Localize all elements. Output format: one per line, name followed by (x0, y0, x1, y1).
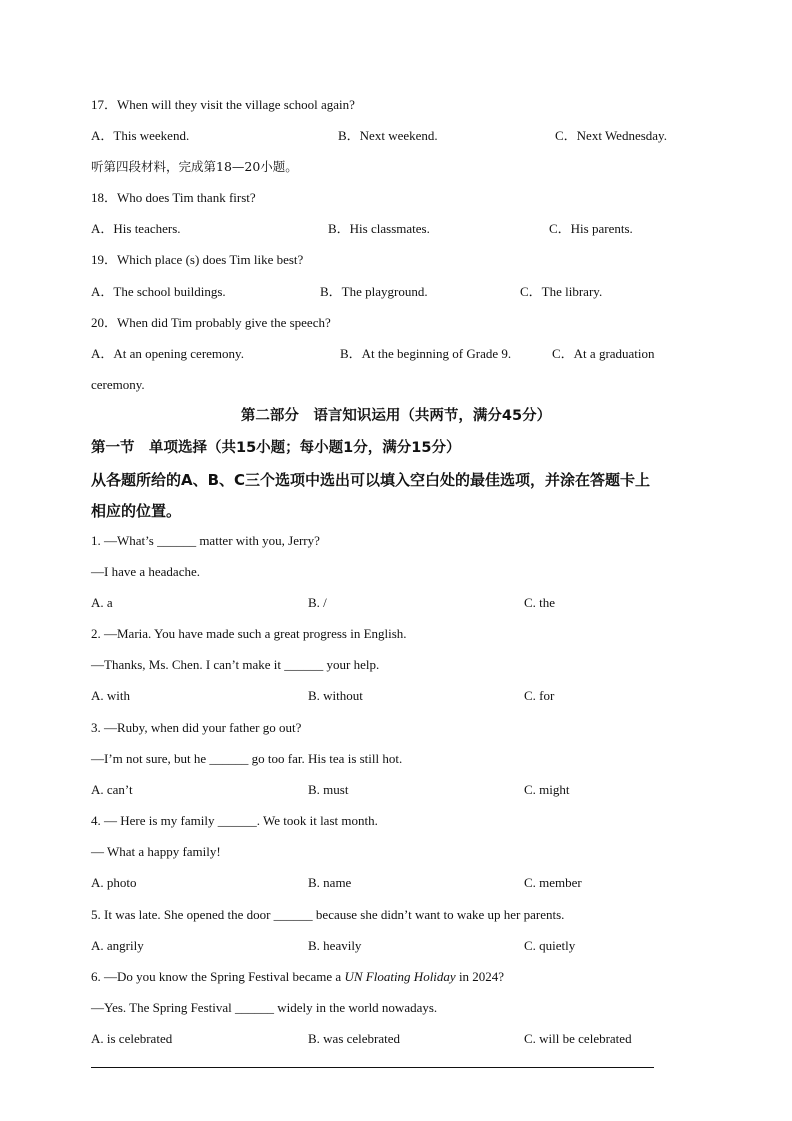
q3-option-b: B. must (308, 782, 349, 797)
q18-option-c: C．His parents. (549, 221, 633, 236)
q6-option-b: B. was celebrated (308, 1031, 401, 1046)
q6-option-a: A. is celebrated (91, 1031, 173, 1046)
q19-option-b: B．The playground. (320, 284, 428, 299)
instruction-line2: 相应的位置。 (91, 502, 182, 520)
q17-stem: 17．When will they visit the village school again? (91, 97, 355, 112)
q3-line2: —I’m not sure, but he ______ go too far. His tea is still hot. (91, 751, 403, 766)
q6-option-c: C. will be celebrated (524, 1031, 632, 1046)
q17-option-b: B．Next weekend. (338, 128, 438, 143)
q20-option-a: A．At an opening ceremony. (91, 346, 244, 361)
footer-divider (91, 1067, 654, 1068)
q6-line1-emphasis: UN Floating Holiday (344, 969, 456, 984)
q6-line2: —Yes. The Spring Festival ______ widely in the world nowadays. (91, 1000, 438, 1015)
q1-line2: —I have a headache. (91, 564, 200, 579)
q6-line1 (91, 968, 504, 986)
q19-option-a: A．The school buildings. (91, 284, 226, 299)
q3-option-a: A. can’t (91, 782, 133, 797)
q4-option-c: C. member (524, 875, 582, 890)
q6-line1-pre: 6. —Do you know the Spring Festival became a (91, 969, 345, 984)
q5-line1: 5. It was late. She opened the door ______ because she didn’t want to wake up her parents. (91, 907, 565, 922)
section1-title: 第一节 单项选择（共15小题；每小题1分，满分15分） (91, 440, 461, 456)
q2-option-c: C. for (524, 688, 555, 703)
q1-option-a: A. a (91, 595, 113, 610)
q4-option-b: B. name (308, 875, 352, 890)
q4-option-a: A. photo (91, 875, 137, 890)
q2-option-b: B. without (308, 688, 363, 703)
q20-stem: 20．When did Tim probably give the speech? (91, 315, 331, 330)
q4-line1: 4. — Here is my family ______. We took it last month. (91, 813, 378, 828)
q2-option-a: A. with (91, 688, 130, 703)
q19-stem: 19．Which place (s) does Tim like best? (91, 252, 304, 267)
q20-option-c-continued: ceremony. (91, 377, 145, 392)
q4-line2: — What a happy family! (91, 844, 221, 859)
q5-option-c: C. quietly (524, 938, 576, 953)
q3-line1: 3. —Ruby, when did your father go out? (91, 720, 302, 735)
q18-option-b: B．His classmates. (328, 221, 430, 236)
q17-option-a: A．This weekend. (91, 128, 190, 143)
q1-option-c: C. the (524, 595, 556, 610)
q18-stem: 18．Who does Tim thank first? (91, 190, 256, 205)
q20-option-c: C．At a graduation (552, 346, 655, 361)
q1-line1: 1. —What’s ______ matter with you, Jerry? (91, 533, 320, 548)
q20-option-b: B．At the beginning of Grade 9. (340, 346, 512, 361)
instruction-line1: 从各题所给的A、B、C三个选项中选出可以填入空白处的最佳选项，并涂在答题卡上 (91, 471, 651, 489)
q19-option-c: C．The library. (520, 284, 603, 299)
section4-note: 听第四段材料，完成第18—20小题。 (91, 159, 298, 174)
q2-line2: —Thanks, Ms. Chen. I can’t make it ______ your help. (91, 657, 380, 672)
q17-option-c: C．Next Wednesday. (555, 128, 667, 143)
part2-title: 第二部分 语言知识运用（共两节，满分45分） (240, 408, 552, 424)
q2-line1: 2. —Maria. You have made such a great progress in English. (91, 626, 407, 641)
q18-option-a: A．His teachers. (91, 221, 181, 236)
q3-option-c: C. might (524, 782, 570, 797)
q5-option-b: B. heavily (308, 938, 362, 953)
q1-option-b: B. / (308, 595, 327, 610)
q5-option-a: A. angrily (91, 938, 144, 953)
q6-line1-post: in 2024? (455, 969, 505, 984)
